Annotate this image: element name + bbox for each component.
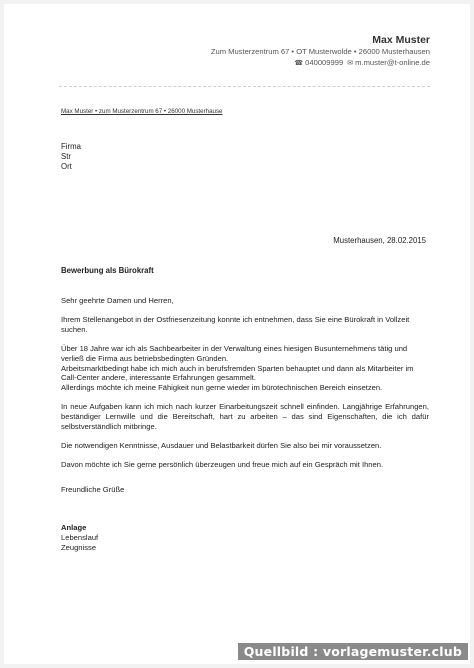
sender-address: Zum Musterzentrum 67 • OT Musterwolde • 26000 Musterhausen — [210, 47, 430, 56]
attachments-block — [61, 523, 98, 553]
return-address: Max Muster • zum Musterzentrum 67 • 26000 Musterhause — [61, 108, 223, 115]
body-paragraph: Ihrem Stellenangebot in der Ostfriesenzeitung konnte ich entnehmen, dass Sie eine Bürokraft in Vollzeit suchen. — [61, 314, 410, 334]
recipient-line: Firma — [61, 142, 81, 151]
recipient-line: Str — [61, 152, 71, 161]
recipient-line: Ort — [61, 162, 72, 171]
body-paragraph — [61, 344, 429, 394]
attachment-item: Zeugnisse — [61, 543, 97, 552]
sender-name: Max Muster — [372, 34, 430, 46]
salutation: Sehr geehrte Damen und Herren, — [61, 296, 174, 305]
sender-phone: 040009999 — [305, 58, 344, 67]
source-credit: Quellbild : vorlagemuster.club — [238, 643, 468, 660]
body-sentence: Über 18 Jahre war ich als Sachbearbeiter in der Verwaltung eines hiesigen Busunternehmens tätig und verließ die Firma aus betriebsbedingten Gründen. — [61, 343, 408, 363]
body-paragraph: In neue Aufgaben kann ich mich nach kurzer Einarbeitungszeit schnell einfinden. Langjährige Erfahrungen, beständiger Lernwille und die Bereitschaft, hart zu arbeiten – das sind Eigenschaften, die ich dafür selbstverständlich mitbringe. — [61, 402, 429, 432]
letter-page — [4, 4, 470, 664]
sender-contact — [211, 57, 430, 69]
phone-icon: ☎ — [294, 60, 304, 67]
body-sentence: Allerdings möchte ich meine Fähigkeit nun gerne wieder im bürotechnischen Bereich einsetzen. — [61, 383, 383, 393]
body-sentence: Arbeitsmarktbedingt habe ich mich auch in berufsfremden Sparten behauptet und dann als Mitarbeiter im Call-Center andere, interessante Erfahrungen gesammelt. — [61, 363, 414, 383]
letter-subject: Bewerbung als Bürokraft — [61, 266, 154, 275]
attachments-heading: Anlage — [61, 523, 87, 532]
sender-email: m.muster@t-online.de — [355, 58, 430, 67]
header-divider — [59, 86, 430, 87]
attachment-item: Lebenslauf — [61, 533, 99, 542]
envelope-icon: ✉ — [347, 60, 354, 67]
letter-body — [61, 296, 429, 479]
recipient-block — [61, 142, 81, 172]
sender-block — [211, 34, 430, 69]
body-paragraph: Die notwendigen Kenntnisse, Ausdauer und Belastbarkeit dürfen Sie also bei mir voraussetzen. — [61, 440, 382, 450]
letter-date: Musterhausen, 28.02.2015 — [333, 236, 426, 245]
closing: Freundliche Grüße — [61, 485, 125, 494]
body-paragraph: Davon möchte ich Sie gerne persönlich überzeugen und freue mich auf ein Gespräch mit Ihnen. — [61, 459, 384, 469]
